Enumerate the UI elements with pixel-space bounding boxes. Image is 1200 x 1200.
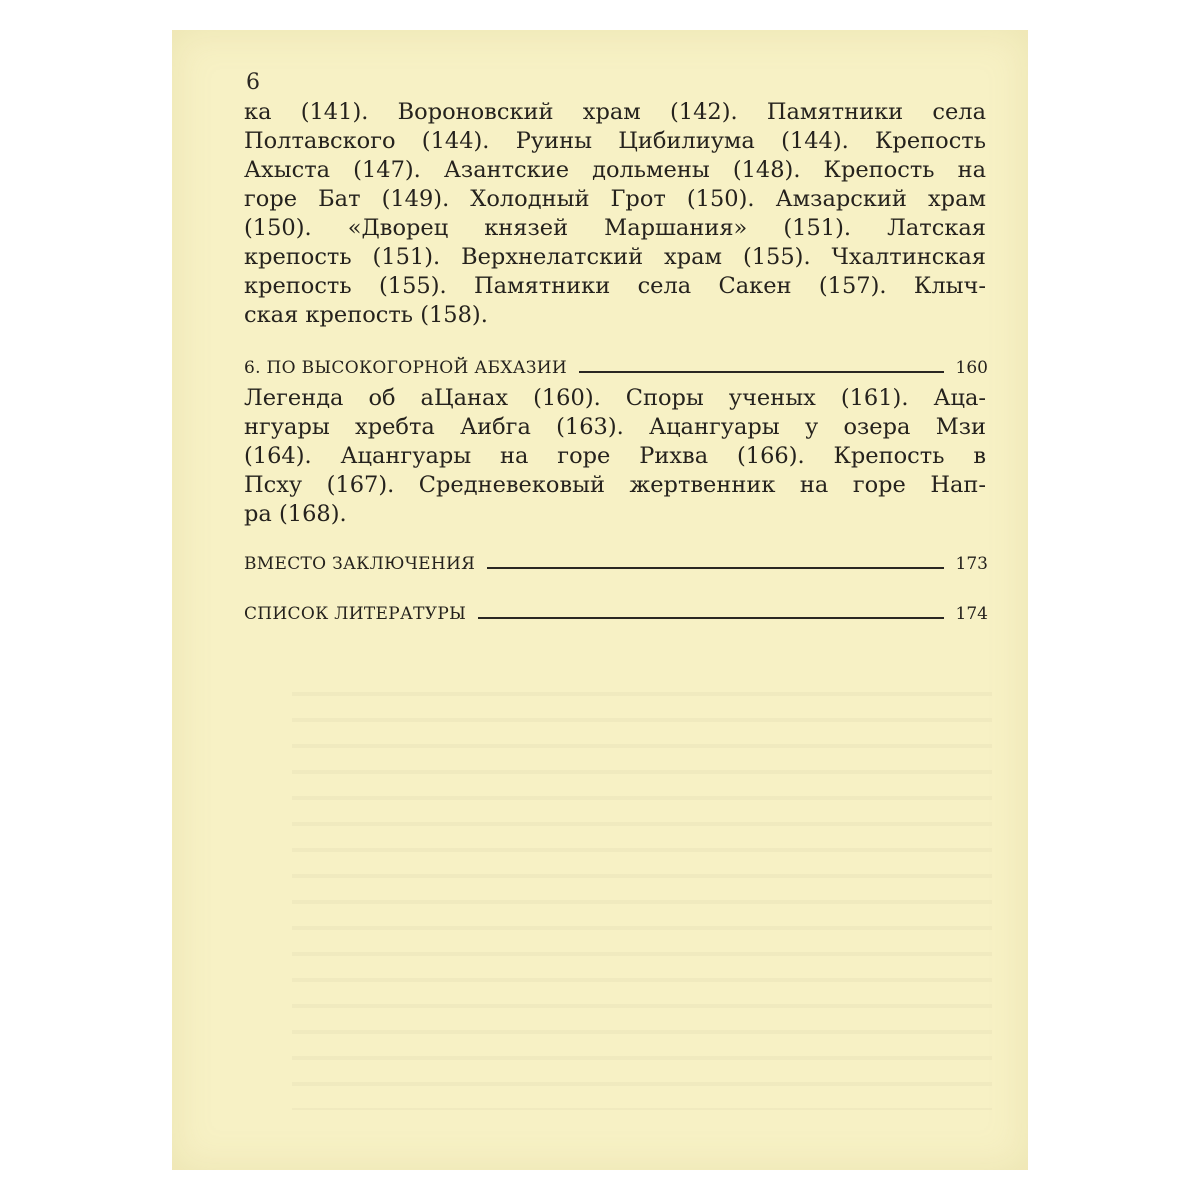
text-line: (150). «Дворец князей Маршания» (151). Латская <box>244 215 986 241</box>
toc-entry-page: 173 <box>955 554 988 574</box>
toc-entry-page: 160 <box>955 358 988 378</box>
text-line: ка (141). Вороновский храм (142). Памятники села <box>244 99 986 125</box>
page-number: 6 <box>246 70 260 95</box>
text-line: ская крепость (158). <box>244 302 488 328</box>
toc-entry-bibliography[interactable] <box>244 604 988 624</box>
text-line: ра (168). <box>244 501 347 527</box>
text-line: нгуары хребта Аибга (163). Ацангуары у озера Мзи <box>244 414 986 440</box>
continuation-paragraph <box>244 98 986 330</box>
text-line: Псху (167). Средневековый жертвенник на горе Нап- <box>244 472 986 498</box>
toc-entry-section-6[interactable] <box>244 358 988 378</box>
toc-leader-line <box>579 371 943 373</box>
toc-entry-title: СПИСОК ЛИТЕРАТУРЫ <box>244 604 467 624</box>
text-line: Ахыста (147). Азантские дольмены (148). Крепость на <box>244 157 986 183</box>
text-line: (164). Ацангуары на горе Рихва (166). Крепость в <box>244 443 986 469</box>
toc-leader-line <box>487 567 943 569</box>
toc-entry-conclusion[interactable] <box>244 554 988 574</box>
text-line: Полтавского (144). Руины Цибилиума (144). Крепость <box>244 128 986 154</box>
text-line: горе Бат (149). Холодный Грот (150). Амзарский храм <box>244 186 986 212</box>
toc-entry-page: 174 <box>955 604 988 624</box>
toc-entry-title: 6. ПО ВЫСОКОГОРНОЙ АБХАЗИИ <box>244 358 568 378</box>
toc-entry-title: ВМЕСТО ЗАКЛЮЧЕНИЯ <box>244 554 476 574</box>
toc-leader-line <box>478 617 943 619</box>
text-line: Легенда об аЦанах (160). Споры ученых (161). Аца- <box>244 385 986 411</box>
book-page <box>172 30 1028 1170</box>
show-through-texture <box>292 670 992 1110</box>
section-6-paragraph <box>244 384 986 529</box>
text-line: крепость (155). Памятники села Сакен (157). Клыч- <box>244 273 986 299</box>
text-line: крепость (151). Верхнелатский храм (155). Чхалтинская <box>244 244 986 270</box>
